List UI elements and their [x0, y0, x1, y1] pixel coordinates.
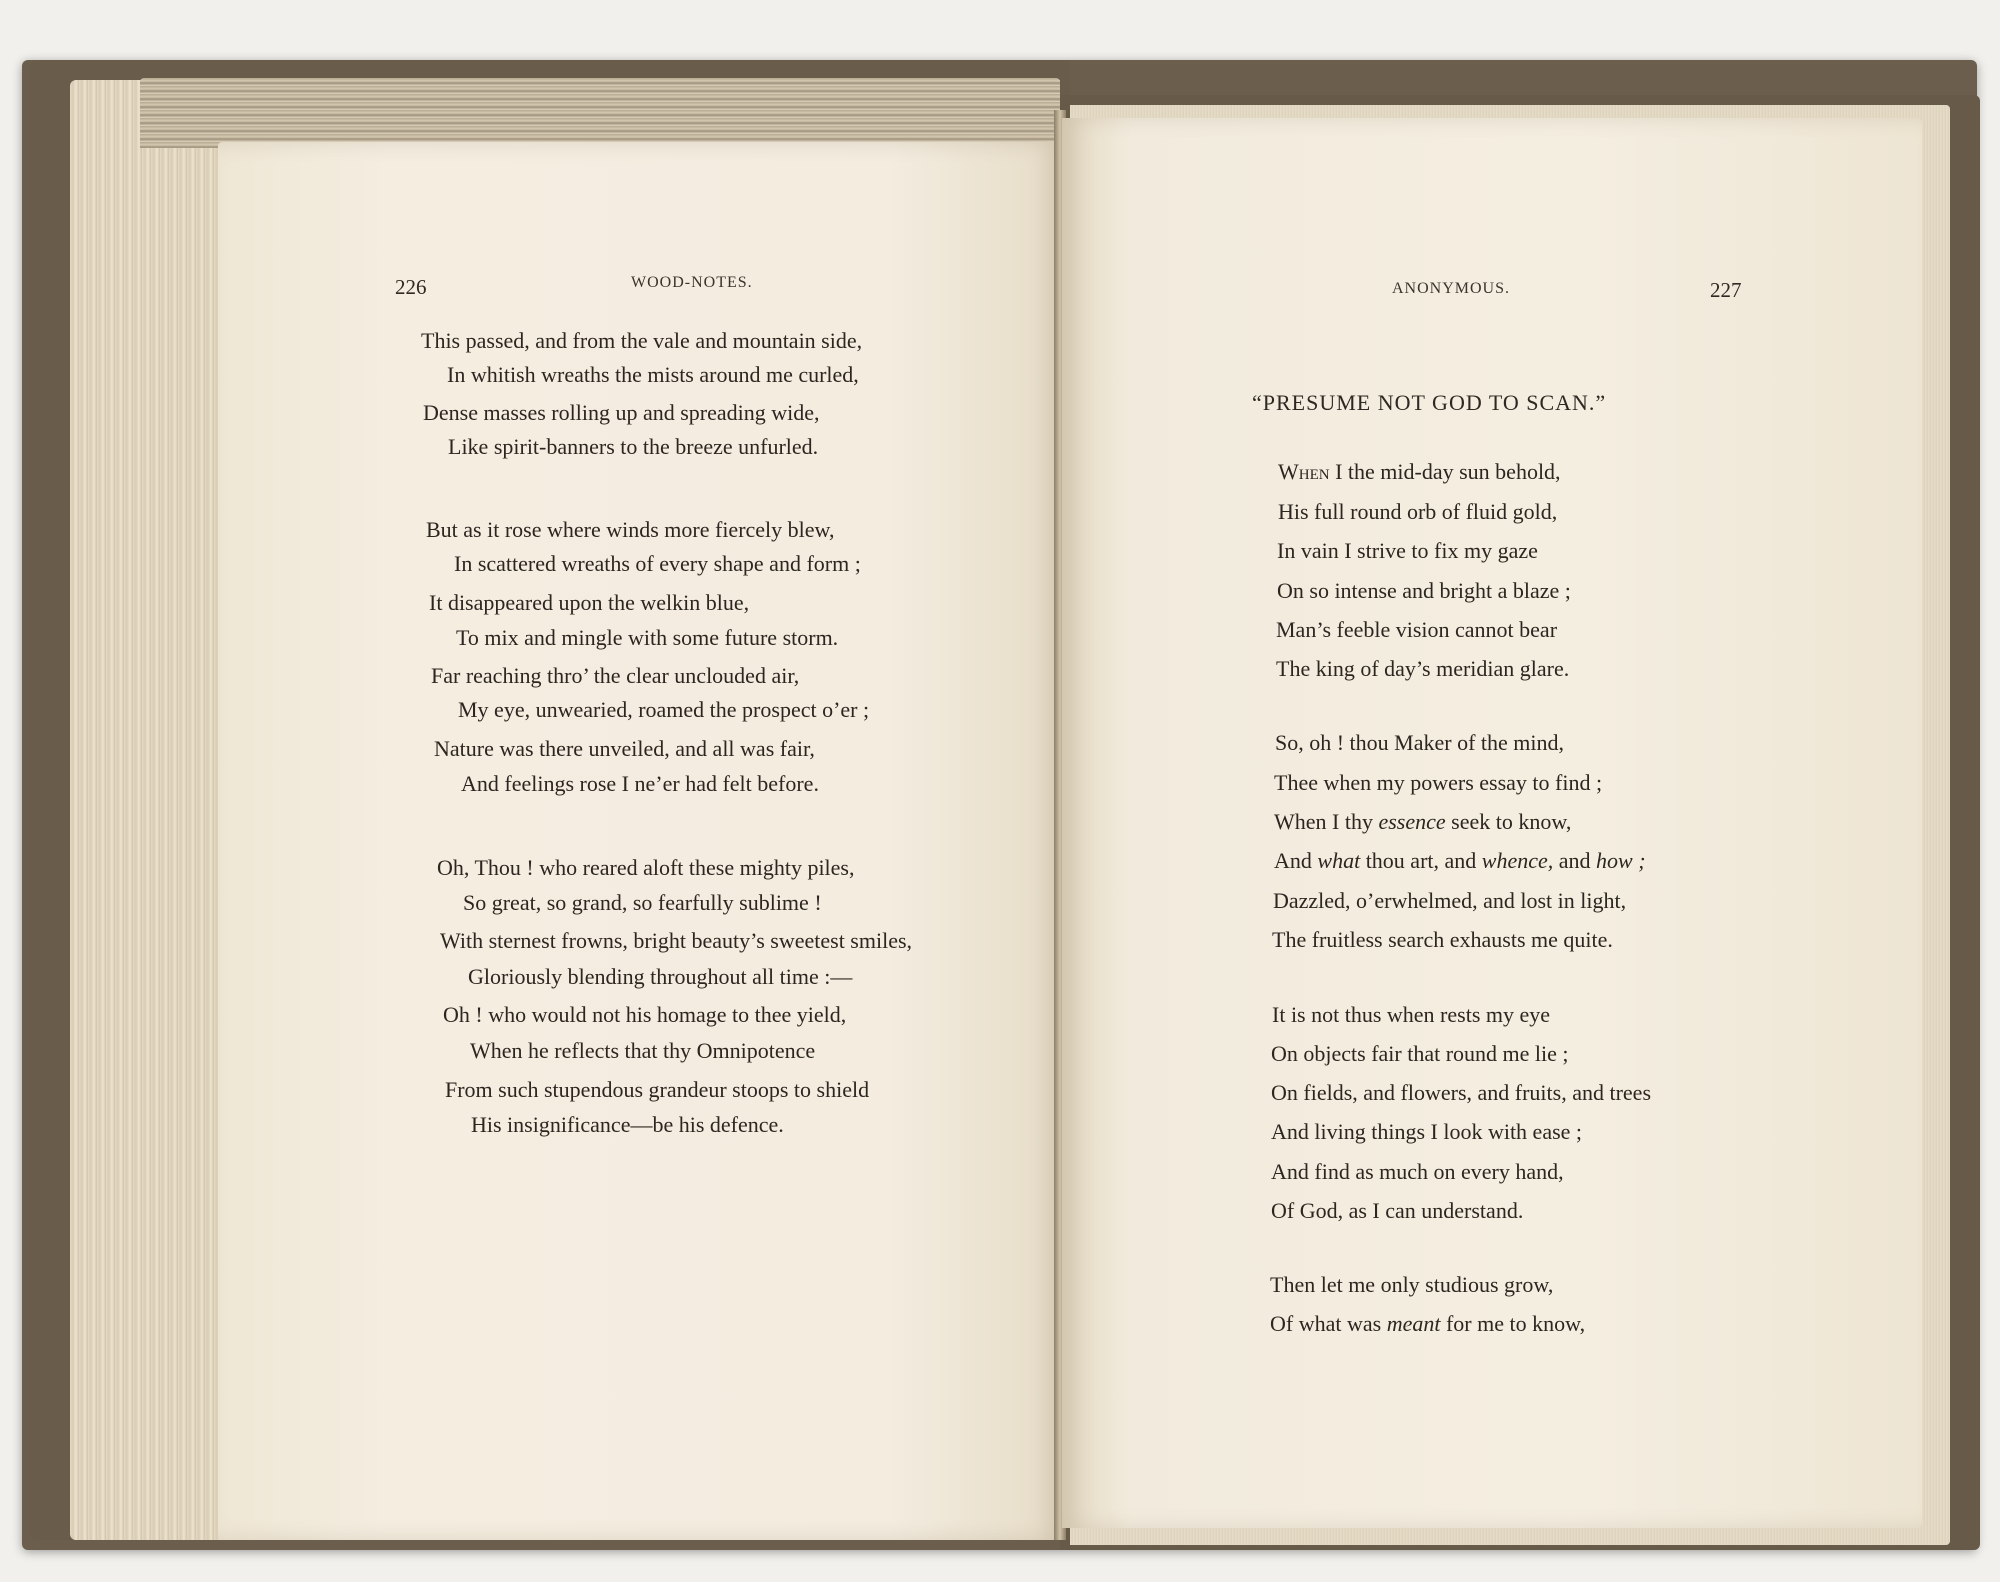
- poem-line: But as it rose where winds more fiercely blew,: [426, 517, 835, 542]
- poem-line: Oh, Thou ! who reared aloft these mighty piles,: [437, 855, 855, 880]
- poem-line: Gloriously blending throughout all time :—: [468, 964, 853, 989]
- poem-title: “PRESUME NOT GOD TO SCAN.”: [1252, 390, 1607, 415]
- poem-line: His insignificance—be his defence.: [471, 1112, 784, 1137]
- poem-line: Far reaching thro’ the clear unclouded air,: [431, 663, 800, 688]
- right-running-head: ANONYMOUS.: [1392, 280, 1511, 297]
- page-stack-top-edge: [140, 78, 1060, 148]
- poem-line: This passed, and from the vale and mountain side,: [421, 328, 863, 353]
- poem-line: The fruitless search exhausts me quite.: [1272, 927, 1613, 952]
- left-page: [218, 142, 1060, 1540]
- poem-line: His full round orb of fluid gold,: [1278, 499, 1558, 524]
- poem-line: In scattered wreaths of every shape and form ;: [454, 551, 861, 576]
- poem-line: When I thy essence seek to know,: [1274, 809, 1572, 834]
- poem-line: When I the mid-day sun behold,: [1278, 459, 1561, 484]
- poem-line: It disappeared upon the welkin blue,: [429, 590, 750, 615]
- poem-line: In vain I strive to fix my gaze: [1277, 538, 1538, 563]
- poem-line: And find as much on every hand,: [1271, 1159, 1564, 1184]
- poem-line: In whitish wreaths the mists around me curled,: [447, 362, 859, 387]
- drop-word: When: [1278, 459, 1330, 484]
- right-page-number: 227: [1710, 278, 1742, 302]
- poem-line: With sternest frowns, bright beauty’s sweetest smiles,: [440, 928, 913, 953]
- poem-line: The king of day’s meridian glare.: [1276, 656, 1570, 681]
- poem-line: So, oh ! thou Maker of the mind,: [1275, 730, 1565, 755]
- poem-line: On fields, and flowers, and fruits, and trees: [1271, 1080, 1652, 1105]
- left-page-number: 226: [395, 275, 427, 299]
- poem-line: Like spirit-banners to the breeze unfurled.: [448, 434, 819, 459]
- poem-line: Then let me only studious grow,: [1270, 1272, 1554, 1297]
- poem-line: Oh ! who would not his homage to thee yield,: [443, 1002, 847, 1027]
- poem-line: Dense masses rolling up and spreading wide,: [423, 400, 820, 425]
- poem-line: And feelings rose I ne’er had felt before.: [461, 771, 819, 796]
- poem-line: From such stupendous grandeur stoops to shield: [445, 1077, 870, 1102]
- poem-line: On objects fair that round me lie ;: [1271, 1041, 1569, 1066]
- poem-line: To mix and mingle with some future storm.: [456, 625, 839, 650]
- poem-line: Of God, as I can understand.: [1271, 1198, 1524, 1223]
- right-page: [1062, 118, 1922, 1528]
- poem-line: My eye, unwearied, roamed the prospect o’er ;: [458, 697, 870, 722]
- poem-line: Nature was there unveiled, and all was fair,: [434, 736, 815, 761]
- poem-line: It is not thus when rests my eye: [1272, 1002, 1551, 1027]
- poem-line: And living things I look with ease ;: [1271, 1119, 1583, 1144]
- poem-line: And what thou art, and whence, and how ;: [1274, 848, 1646, 873]
- poem-line: So great, so grand, so fearfully sublime !: [463, 890, 822, 915]
- poem-line: On so intense and bright a blaze ;: [1277, 578, 1571, 603]
- poem-line: Thee when my powers essay to find ;: [1274, 770, 1603, 795]
- poem-line: Man’s feeble vision cannot bear: [1276, 617, 1558, 642]
- poem-line: Of what was meant for me to know,: [1270, 1311, 1586, 1336]
- left-running-head: WOOD-NOTES.: [631, 274, 753, 291]
- poem-line: Dazzled, o’erwhelmed, and lost in light,: [1273, 888, 1627, 913]
- poem-line: When he reflects that thy Omnipotence: [470, 1038, 816, 1063]
